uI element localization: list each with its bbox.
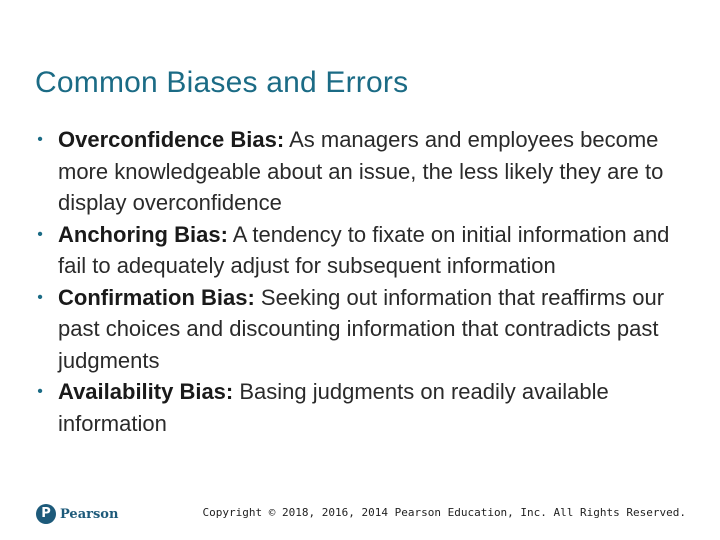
bullet-text: Basing judgments on readily available information	[58, 379, 609, 436]
bullet-marker: •	[37, 225, 43, 243]
bullet-term: Availability Bias:	[58, 379, 234, 404]
bullet-marker: •	[37, 288, 43, 306]
bullet-text: A tendency to fixate on initial information and fail to adequately adjust for subsequent information	[58, 221, 670, 278]
bullet-anchoring	[30, 219, 690, 282]
pearson-logo-icon: P	[36, 504, 56, 524]
bullet-term: Overconfidence Bias:	[58, 127, 285, 152]
copyright-notice: Copyright © 2018, 2016, 2014 Pearson Education, Inc. All Rights Reserved.	[202, 506, 686, 519]
pearson-logo	[36, 502, 118, 526]
bullet-text: Seeking out information that reaffirms our past choices and discounting information that contradicts past judgments	[58, 284, 665, 373]
bullet-confirmation	[30, 282, 690, 377]
bullet-availability	[30, 376, 690, 439]
pearson-logo-wordmark: Pearson	[60, 506, 119, 522]
bullet-marker: •	[37, 131, 43, 148]
bullet-term: Anchoring Bias:	[58, 221, 228, 247]
bullet-overconfidence	[30, 124, 690, 219]
bullet-term: Confirmation Bias:	[58, 284, 255, 310]
bullet-text: As managers and employees become more knowledgeable about an issue, the less likely they are to display overconfidence	[58, 127, 664, 215]
bullet-marker: •	[37, 383, 43, 400]
slide-title: Common Biases and Errors	[35, 66, 409, 99]
bias-bullet-list	[30, 124, 690, 439]
